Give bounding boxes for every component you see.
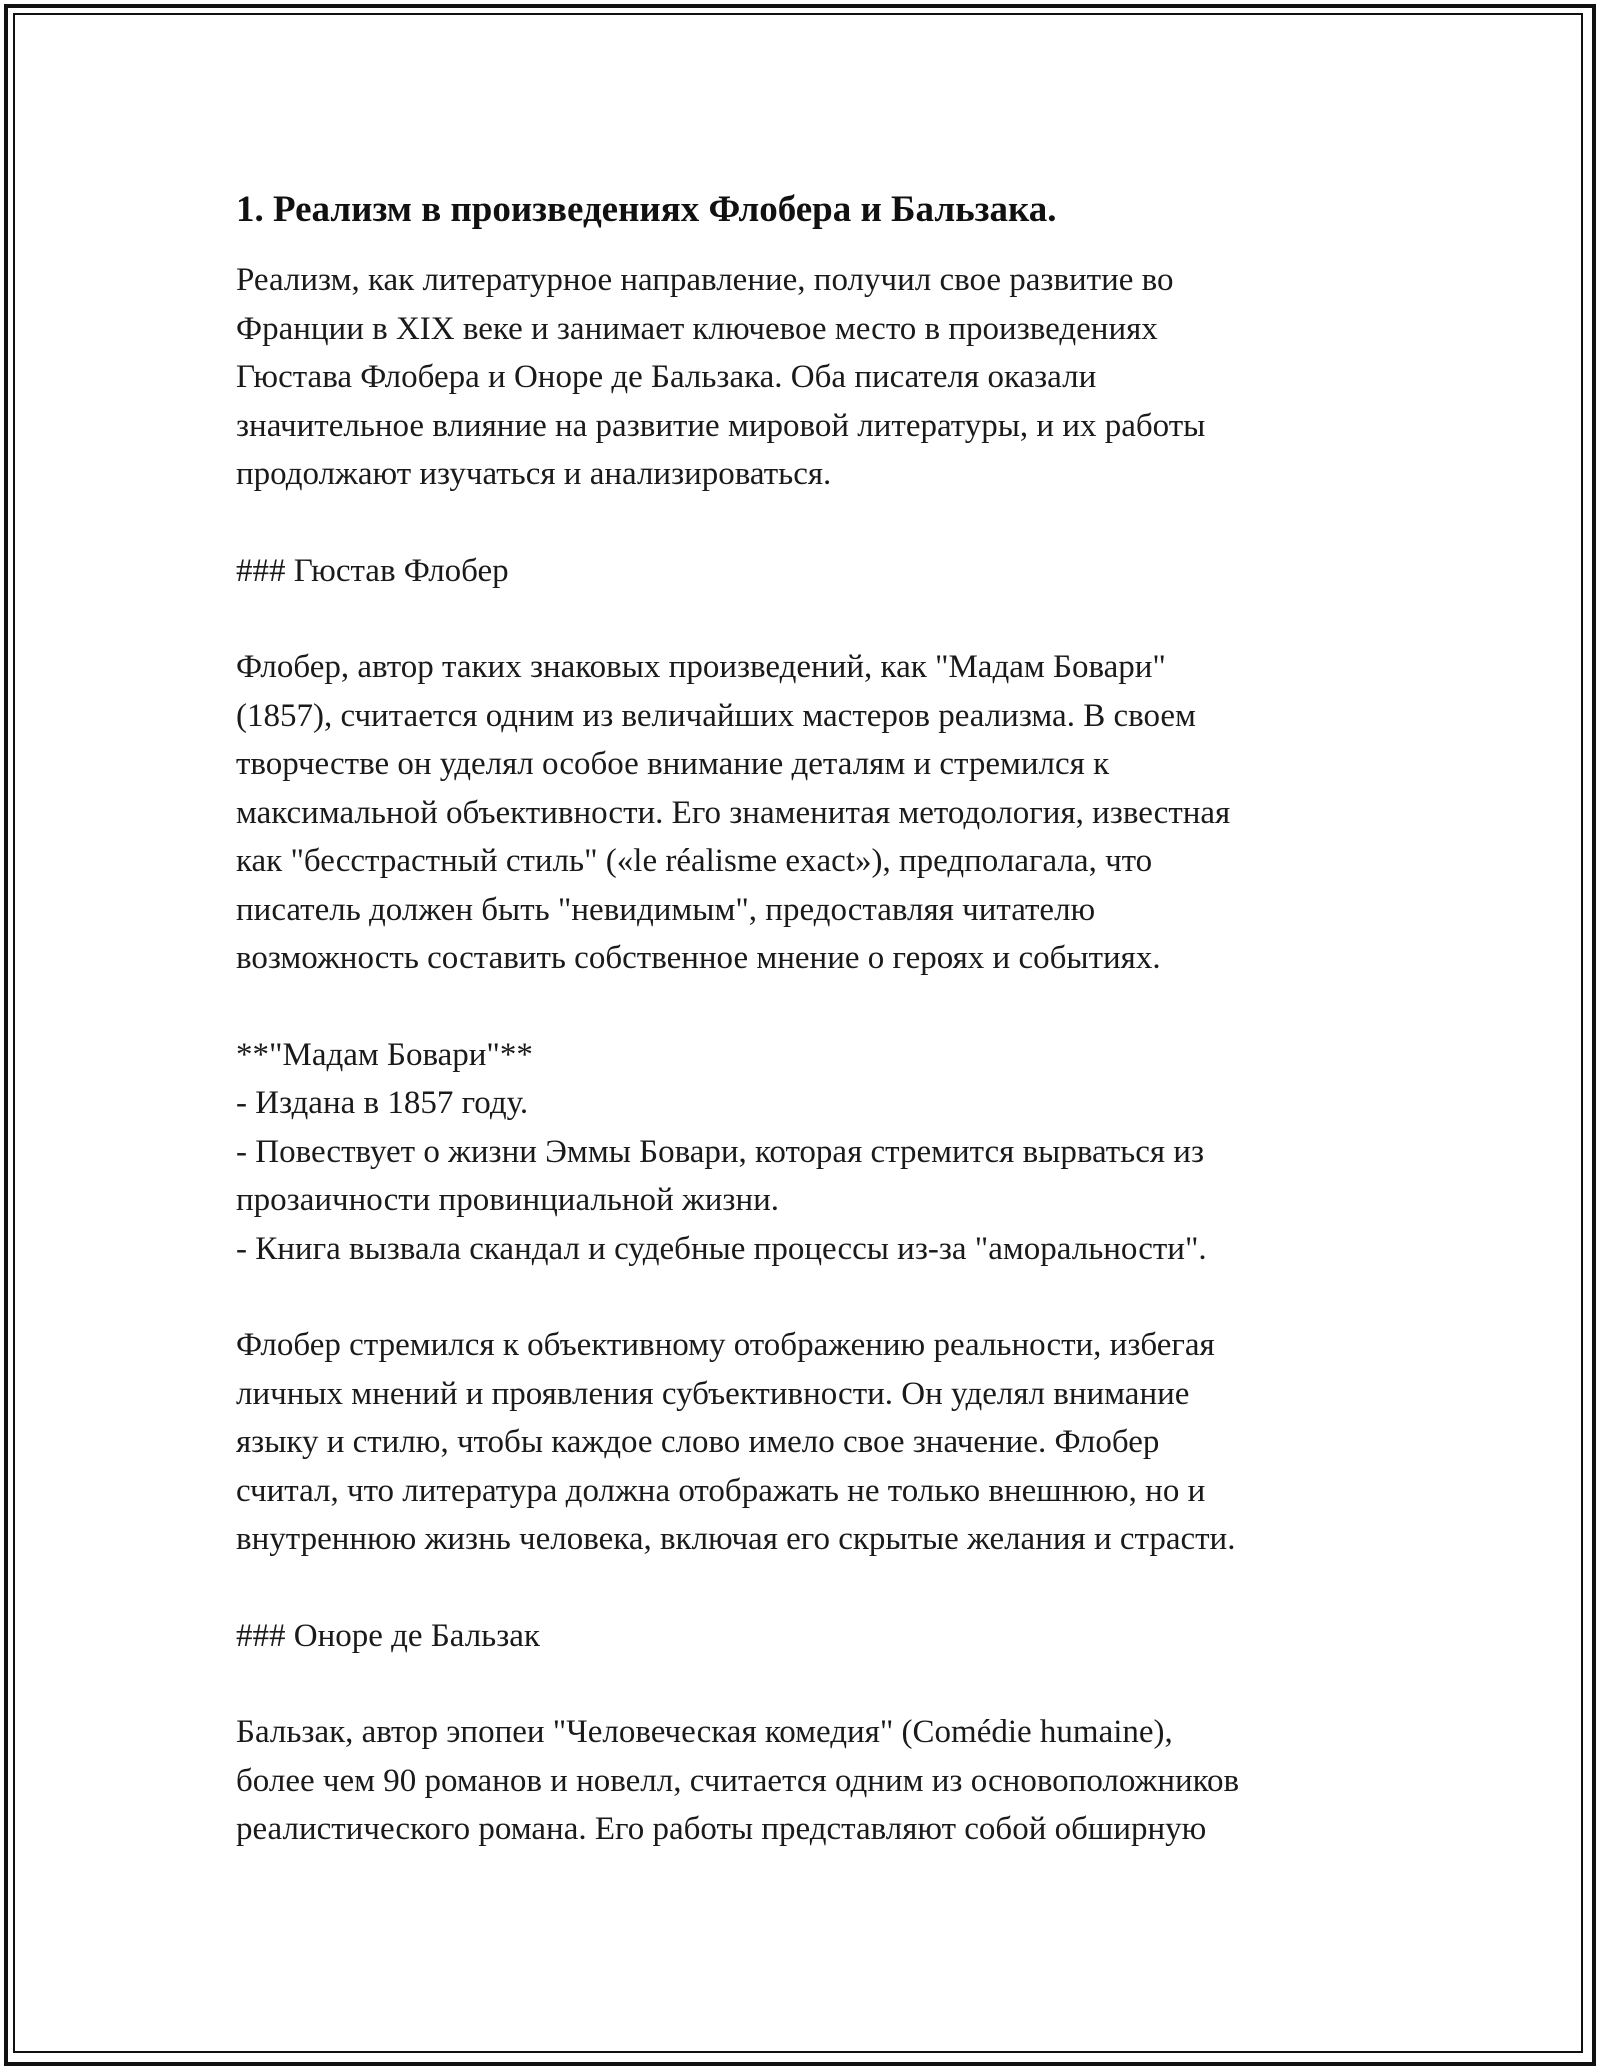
flaubert-paragraph-1: Флобер, автор таких знаковых произведений, как "Мадам Бовари" (1857), считается одним из величайших мастеров реализма. В своем творчестве он уделял особое внимание деталям и стремился к максимальной объективности. Его знаменитая методология, известная как "бесстрастный стиль" («le réalisme exact»), предполагала, что писатель должен быть "невидимым", предоставляя читателю возможность составить собственное мнение о героях и событиях. [236, 649, 1231, 976]
list-item: - Издана в 1857 году. [236, 1085, 529, 1121]
bovary-block [236, 1031, 1386, 1274]
document-heading: 1. Реализм в произведениях Флобера и Бальзака. [236, 189, 1057, 230]
section-heading-balzac: ### Оноре де Бальзак [236, 1617, 540, 1654]
flaubert-paragraph-2: Флобер стремился к объективному отображению реальности, избегая личных мнений и проявления субъективности. Он уделял внимание языку и стилю, чтобы каждое слово имело свое значение. Флобер считал, что литература должна отображать не только внешнюю, но и внутреннюю жизнь человека, включая его скрытые желания и страсти. [236, 1327, 1236, 1557]
list-item: прозаичности провинциальной жизни. [236, 1182, 780, 1218]
bovary-title: **"Мадам Бовари"** [236, 1036, 533, 1073]
list-item: - Повествует о жизни Эммы Бовари, которая стремится вырваться из [236, 1133, 1205, 1170]
document-body [236, 186, 1386, 1902]
list-item: - Книга вызвала скандал и судебные процессы из-за "аморальности". [236, 1230, 1207, 1267]
balzac-paragraph-1: Бальзак, автор эпопеи "Человеческая комедия" (Comédie humaine), более чем 90 романов и новелл, считается одним из основоположников реалистического романа. Его работы представляют собой обширную [236, 1714, 1240, 1847]
section-heading-flaubert: ### Гюстав Флобер [236, 552, 509, 589]
intro-paragraph: Реализм, как литературное направление, получил свое развитие во Франции в XIX веке и занимает ключевое место в произведениях Гюстава Флобера и Оноре де Бальзака. Оба писателя оказали значительное влияние на развитие мировой литературы, и их работы продолжают изучаться и анализироваться. [236, 262, 1206, 492]
